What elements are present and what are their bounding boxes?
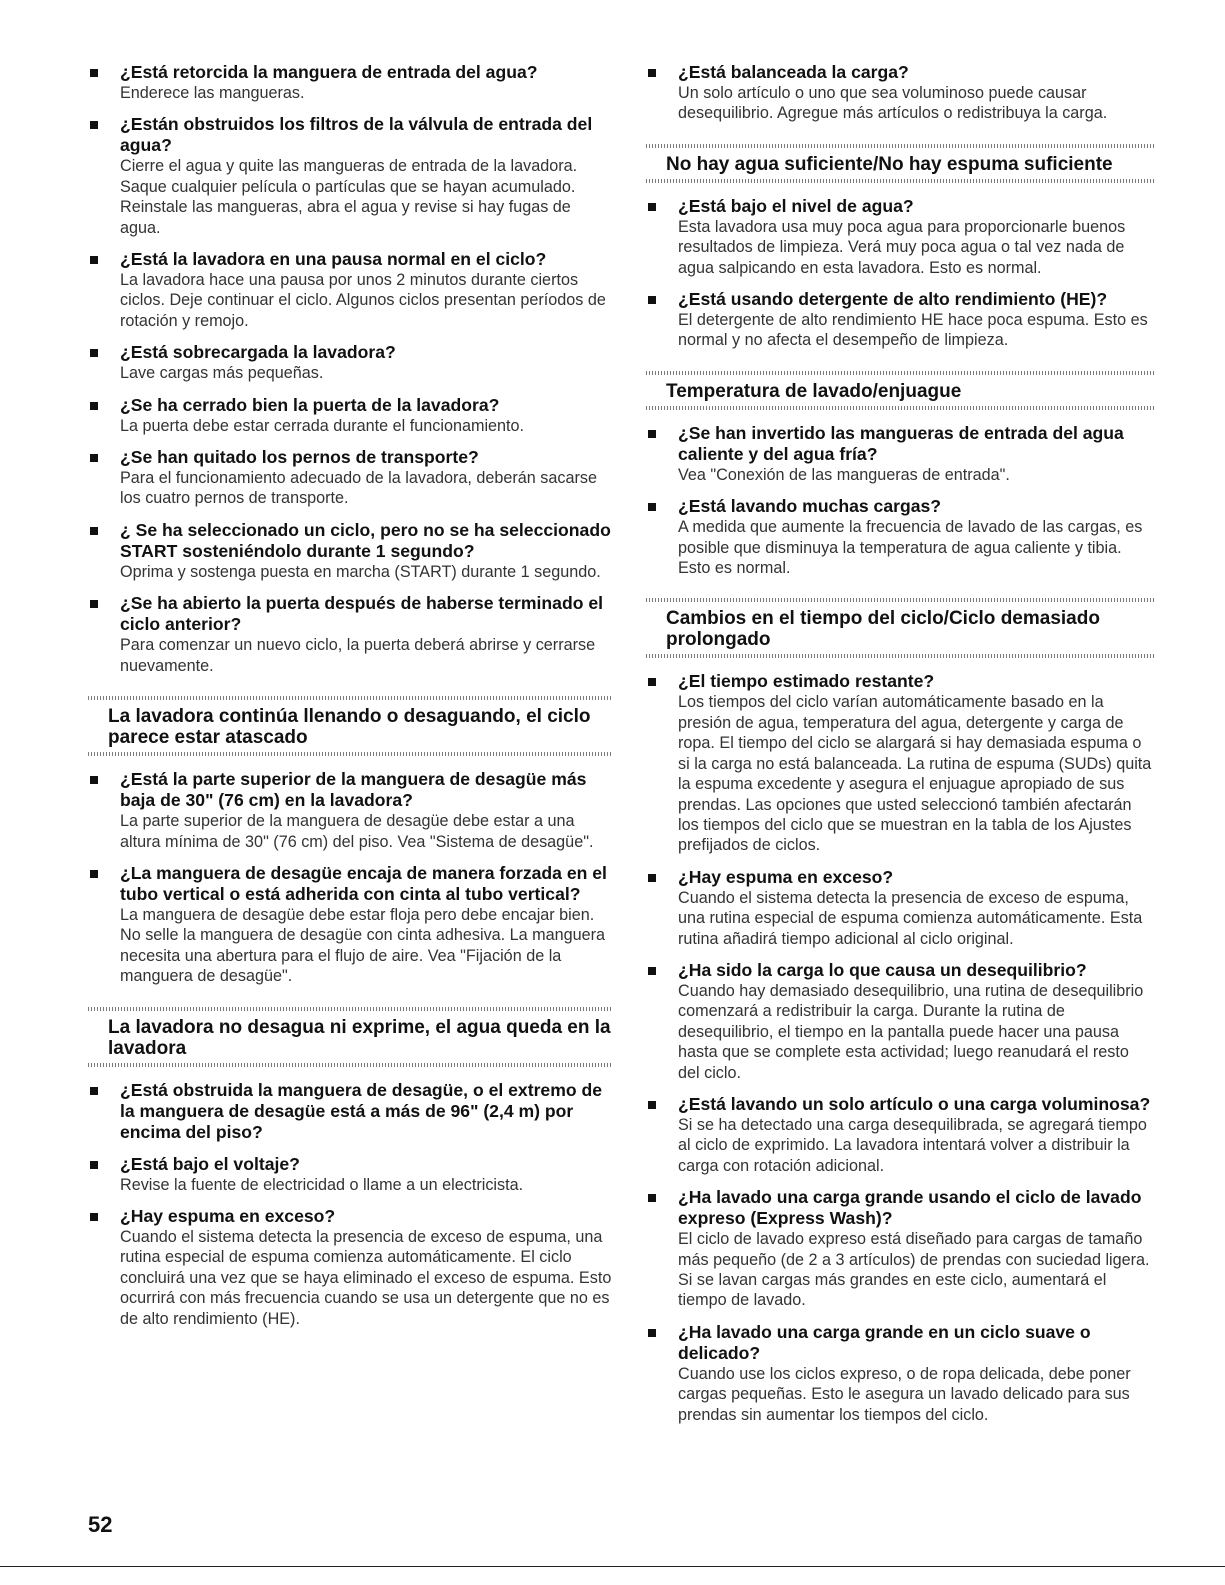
faq-item: [88, 249, 612, 331]
dotted-rule: [88, 1063, 612, 1067]
section-title: No hay agua suficiente/No hay espuma suficiente: [666, 153, 1113, 175]
faq-item: [646, 867, 1154, 949]
square-bullet-icon: [90, 256, 98, 264]
faq-answer: Para comenzar un nuevo ciclo, la puerta deberá abrirse y cerrarse nuevamente.: [120, 636, 596, 675]
section-title: Cambios en el tiempo del ciclo/Ciclo demasiado prolongado: [666, 608, 1100, 651]
faq-item: [646, 671, 1154, 855]
faq-question: ¿El tiempo estimado restante?: [678, 671, 935, 692]
faq-question: ¿Está lavando un solo artículo o una carga voluminosa?: [678, 1093, 1151, 1114]
dotted-rule: [646, 406, 1154, 410]
faq-answer: Oprima y sostenga puesta en marcha (START) durante 1 segundo.: [120, 562, 601, 581]
section-header: [646, 144, 1154, 183]
dotted-rule: [646, 654, 1154, 658]
faq-item: [646, 1322, 1154, 1425]
faq-item: [646, 423, 1154, 485]
faq-item: [88, 447, 612, 509]
faq-group: [646, 196, 1154, 351]
faq-question: ¿Ha lavado una carga grande en un ciclo suave o delicado?: [678, 1321, 1091, 1363]
faq-group: [646, 423, 1154, 579]
faq-item: [88, 769, 612, 852]
faq-group: [88, 1080, 612, 1329]
faq-answer: El detergente de alto rendimiento HE hace poca espuma. Esto es normal y no afecta el desempeño de limpieza.: [678, 311, 1148, 350]
square-bullet-icon: [90, 870, 98, 878]
faq-item: [88, 1154, 612, 1195]
faq-answer: La parte superior de la manguera de desagüe debe estar a una altura mínima de 30" (76 cm) del piso. Vea "Sistema de desagüe".: [120, 812, 594, 851]
faq-item: [88, 863, 612, 987]
faq-answer: Vea "Conexión de las mangueras de entrada".: [678, 465, 1010, 484]
faq-question: ¿Ha sido la carga lo que causa un desequilibrio?: [678, 959, 1087, 980]
section-header: [88, 1007, 612, 1067]
faq-item: [88, 1080, 612, 1143]
square-bullet-icon: [648, 1329, 656, 1337]
faq-question: ¿Están obstruidos los filtros de la válvula de entrada del agua?: [120, 114, 593, 156]
faq-question: ¿Está la lavadora en una pausa normal en el ciclo?: [120, 249, 547, 270]
faq-question: ¿Se han quitado los pernos de transporte?: [120, 447, 479, 468]
square-bullet-icon: [90, 402, 98, 410]
faq-question: ¿Está usando detergente de alto rendimiento (HE)?: [678, 289, 1108, 310]
square-bullet-icon: [648, 1194, 656, 1202]
faq-answer: El ciclo de lavado expreso está diseñado para cargas de tamaño más pequeño (de 2 a 3 artículos) de prendas con suciedad ligera. Si se lavan cargas más grandes en este ciclo, aumentará el tiempo de lavado.: [678, 1230, 1150, 1310]
dotted-rule: [88, 752, 612, 756]
square-bullet-icon: [90, 776, 98, 784]
faq-answer: Para el funcionamiento adecuado de la lavadora, deberán sacarse los cuatro pernos de transporte.: [120, 469, 597, 508]
faq-answer: Cuando hay demasiado desequilibrio, una rutina de desequilibrio comenzará a redistribuir la carga. Durante la rutina de desequilibrio, el tiempo en la pantalla puede hacer una pausa hasta que se complete esta actividad; luego reanudará el resto del ciclo.: [678, 981, 1144, 1082]
faq-question: ¿Hay espuma en exceso?: [120, 1205, 336, 1226]
right-column: [646, 62, 1154, 1436]
square-bullet-icon: [90, 527, 98, 535]
section-title: Temperatura de lavado/enjuague: [666, 380, 962, 402]
square-bullet-icon: [648, 430, 656, 438]
faq-item: [88, 520, 612, 582]
faq-answer: La lavadora hace una pausa por unos 2 minutos durante ciertos ciclos. Deje continuar el ciclo. Algunos ciclos presentan períodos de rotación y remojo.: [120, 271, 606, 330]
faq-item: [646, 496, 1154, 578]
faq-item: [646, 62, 1154, 124]
square-bullet-icon: [90, 600, 98, 608]
faq-answer: Revise la fuente de electricidad o llame a un electricista.: [120, 1175, 524, 1194]
faq-question: ¿Ha lavado una carga grande usando el ciclo de lavado expreso (Express Wash)?: [678, 1187, 1142, 1229]
faq-item: [646, 1094, 1154, 1176]
square-bullet-icon: [648, 678, 656, 686]
faq-question: ¿Está retorcida la manguera de entrada del agua?: [120, 62, 538, 82]
square-bullet-icon: [648, 296, 656, 304]
square-bullet-icon: [90, 69, 98, 77]
faq-answer: Lave cargas más pequeñas.: [120, 364, 324, 383]
faq-question: ¿Está balanceada la carga?: [678, 62, 909, 82]
faq-item: [88, 1206, 612, 1329]
faq-group: [646, 62, 1154, 124]
faq-question: ¿La manguera de desagüe encaja de manera forzada en el tubo vertical o está adherida con cinta al tubo vertical?: [120, 862, 607, 904]
faq-question: ¿Se ha cerrado bien la puerta de la lavadora?: [120, 394, 500, 415]
faq-group: [88, 62, 612, 676]
square-bullet-icon: [90, 1213, 98, 1221]
bottom-rule: [0, 1566, 1225, 1567]
faq-question: ¿Está la parte superior de la manguera de desagüe más baja de 30" (76 cm) en la lavadora?: [120, 769, 587, 811]
faq-answer: Un solo artículo o uno que sea voluminoso puede causar desequilibrio. Agregue más artículos o redistribuya la carga.: [678, 84, 1108, 123]
faq-group: [88, 769, 612, 986]
section-title: La lavadora no desagua ni exprime, el agua queda en la lavadora: [108, 1016, 611, 1059]
faq-answer: La manguera de desagüe debe estar floja pero debe encajar bien. No selle la manguera de desagüe con cinta adhesiva. La manguera necesita una abertura para el flujo de aire. Vea "Fijación de la manguera de desagüe".: [120, 905, 606, 986]
dotted-rule: [646, 179, 1154, 183]
faq-question: ¿Está bajo el nivel de agua?: [678, 195, 914, 216]
faq-answer: Esta lavadora usa muy poca agua para proporcionarle buenos resultados de limpieza. Verá muy poca agua o tal vez nada de agua salpicando en esta lavadora. Esto es normal.: [678, 217, 1126, 277]
left-column: [88, 62, 612, 1340]
faq-answer: Enderece las mangueras.: [120, 84, 305, 102]
faq-question: ¿Está sobrecargada la lavadora?: [120, 342, 396, 363]
faq-item: [646, 960, 1154, 1083]
faq-group: [646, 671, 1154, 1425]
faq-item: [88, 342, 612, 383]
square-bullet-icon: [90, 349, 98, 357]
faq-answer: Cuando el sistema detecta la presencia de exceso de espuma, una rutina especial de espuma comienza automáticamente. Esta rutina añadirá tiempo adicional al ciclo original.: [678, 888, 1143, 948]
faq-question: ¿Está lavando muchas cargas?: [678, 496, 942, 517]
square-bullet-icon: [648, 69, 656, 77]
faq-answer: Los tiempos del ciclo varían automáticamente basado en la presión de agua, temperatura del agua, detergente y carga de ropa. El tiempo del ciclo se alargará si hay demasiada espuma o si la carga no está balanceada. La rutina de espuma (SUDs) quita la espuma excedente y asegura el enjuague apropiado de sus prendas. Las opciones que usted seleccionó también afectarán los tiempos del ciclo que se muestran en la tabla de los Ajustes prefijados de ciclos.: [678, 693, 1152, 855]
faq-question: ¿Se ha abierto la puerta después de haberse terminado el ciclo anterior?: [120, 593, 604, 635]
faq-question: ¿Está bajo el voltaje?: [120, 1153, 300, 1174]
section-header: [88, 696, 612, 756]
faq-question: ¿Está obstruida la manguera de desagüe, o el extremo de la manguera de desagüe está a más de 96" (2,4 m) por encima del piso?: [120, 1079, 603, 1142]
square-bullet-icon: [648, 503, 656, 511]
section-header: [646, 371, 1154, 410]
section-title: La lavadora continúa llenando o desaguando, el ciclo parece estar atascado: [108, 706, 591, 749]
square-bullet-icon: [90, 1087, 98, 1095]
faq-answer: Cuando use los ciclos expreso, o de ropa delicada, debe poner cargas pequeñas. Esto le asegura un lavado delicado para sus prendas sin aumentar los tiempos del ciclo.: [678, 1364, 1131, 1424]
faq-question: ¿Hay espuma en exceso?: [678, 866, 894, 887]
faq-item: [88, 395, 612, 436]
square-bullet-icon: [648, 203, 656, 211]
faq-item: [88, 62, 612, 103]
faq-answer: Cierre el agua y quite las mangueras de entrada de la lavadora. Saque cualquier película o partículas que se hayan acumulado. Reinstale las mangueras, abra el agua y revise si hay fugas de agua.: [120, 157, 578, 237]
faq-question: ¿ Se ha seleccionado un ciclo, pero no se ha seleccionado START sosteniéndolo durante 1 segundo?: [120, 519, 611, 561]
faq-item: [646, 1187, 1154, 1311]
square-bullet-icon: [648, 967, 656, 975]
square-bullet-icon: [90, 121, 98, 129]
faq-item: [646, 196, 1154, 278]
faq-item: [88, 593, 612, 676]
square-bullet-icon: [90, 1161, 98, 1169]
square-bullet-icon: [90, 454, 98, 462]
page-number: 52: [88, 1512, 113, 1537]
faq-item: [88, 114, 612, 238]
faq-answer: Cuando el sistema detecta la presencia de exceso de espuma, una rutina especial de espuma comienza automáticamente. El ciclo concluirá una vez que se haya eliminado el exceso de espuma. Esto ocurrirá con más frecuencia cuando se usa un detergente que no es de alto rendimiento (HE).: [120, 1227, 612, 1328]
section-header: [646, 598, 1154, 658]
square-bullet-icon: [648, 1101, 656, 1109]
faq-answer: Si se ha detectado una carga desequilibrada, se agregará tiempo al ciclo de exprimido. La lavadora intentará volver a distribuir la carga con rotación adicional.: [678, 1115, 1147, 1175]
faq-answer: La puerta debe estar cerrada durante el funcionamiento.: [120, 416, 525, 435]
faq-item: [646, 289, 1154, 351]
square-bullet-icon: [648, 874, 656, 882]
faq-answer: A medida que aumente la frecuencia de lavado de las cargas, es posible que disminuya la temperatura de agua caliente y tibia. Esto es normal.: [678, 518, 1143, 578]
faq-question: ¿Se han invertido las mangueras de entrada del agua caliente y del agua fría?: [678, 422, 1124, 464]
